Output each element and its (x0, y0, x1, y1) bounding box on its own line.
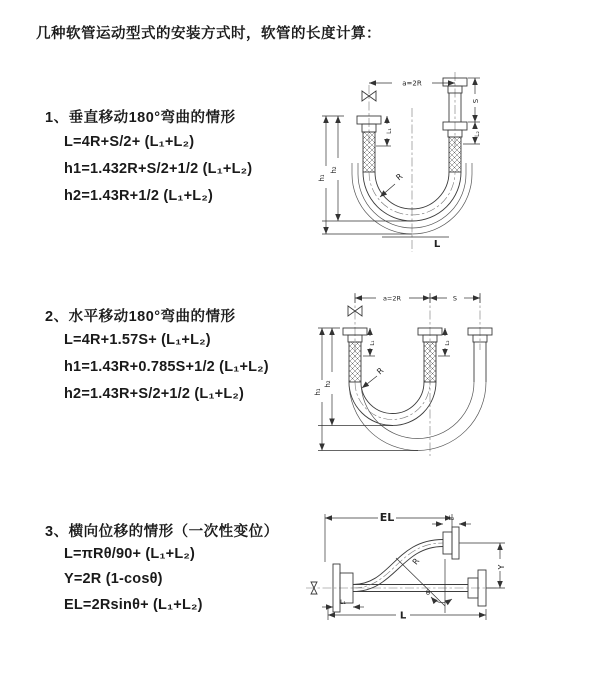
hose-braid (449, 137, 461, 172)
section-2-heading: 2、水平移动180°弯曲的情形 (45, 309, 236, 325)
formula-line: L=4R+1.57S+ (L₁+L₂) (64, 332, 211, 348)
formula-line: h2=1.43R+1/2 (L₁+L₂) (64, 188, 214, 204)
dim-label-s: S (472, 98, 480, 104)
dim-label-h1: h₁ (314, 388, 322, 396)
dim-label-a2r: a=2R (382, 294, 402, 303)
dim-label-h2: h₂ (324, 380, 332, 388)
left-pipe-fitting (357, 116, 381, 172)
formula-line: EL=2Rsinθ+ (L₁+L₂) (64, 597, 203, 613)
phantom-bend (349, 382, 486, 451)
hose-braid (424, 342, 436, 382)
dim-label-y: Y (497, 564, 506, 570)
radius-label: R (394, 171, 405, 183)
length-label: L (433, 239, 441, 250)
dim-label-l2: L₂ (445, 340, 451, 346)
s-curve-hose (353, 540, 443, 592)
formula-line: L=πRθ/90+ (L₁+L₂) (64, 546, 196, 562)
dim-label-h1: h₁ (318, 174, 326, 182)
dim-label-l2: L₂ (474, 131, 481, 137)
dim-label-l1: L₁ (340, 599, 346, 606)
diagram-lateral-displacement (298, 503, 595, 661)
formula-line: L=4R+S/2+ (L₁+L₂) (64, 134, 195, 150)
hose-braid (349, 342, 361, 382)
length-label: L (399, 610, 407, 622)
middle-pipe-fitting (418, 328, 442, 382)
centerlines (355, 294, 480, 456)
dim-label-a2r: a=2R (402, 79, 422, 88)
dim-label-h2: h₂ (330, 166, 338, 174)
dim-label-l2: L₂ (448, 515, 455, 522)
dim-label-el: EL (379, 511, 395, 524)
dimension-lines (318, 293, 480, 451)
radius-label: R (375, 365, 386, 377)
radius-label: R (410, 556, 422, 567)
page-title: 几种软管运动型式的安装方式时，软管的长度计算： (36, 26, 381, 42)
dim-label-s: S (452, 294, 458, 303)
formula-line: h2=1.43R+S/2+1/2 (L₁+L₂) (64, 386, 245, 402)
section-1-heading: 1、垂直移动180°弯曲的情形 (45, 110, 236, 126)
diagram-vertical-180 (312, 70, 597, 258)
diagram-horizontal-180 (310, 286, 595, 466)
centerlines (369, 72, 455, 252)
upper-flange (443, 527, 459, 559)
section-3-heading: 3、横向位移的情形（一次性变位） (45, 524, 279, 540)
dimension-lines (322, 514, 505, 620)
formula-line: Y=2R (1-cosθ) (64, 571, 163, 587)
hose-braid (363, 132, 375, 172)
angle-label: θ (425, 589, 431, 597)
u-bend (349, 382, 436, 425)
dim-label-l1: L₁ (370, 340, 376, 346)
formula-line: h1=1.432R+S/2+1/2 (L₁+L₂) (64, 161, 253, 177)
left-pipe-fitting (343, 328, 367, 382)
moved-pipe-fitting (468, 328, 492, 382)
formula-line: h1=1.43R+0.785S+1/2 (L₁+L₂) (64, 359, 269, 375)
dim-label-l1: L₁ (386, 128, 393, 134)
